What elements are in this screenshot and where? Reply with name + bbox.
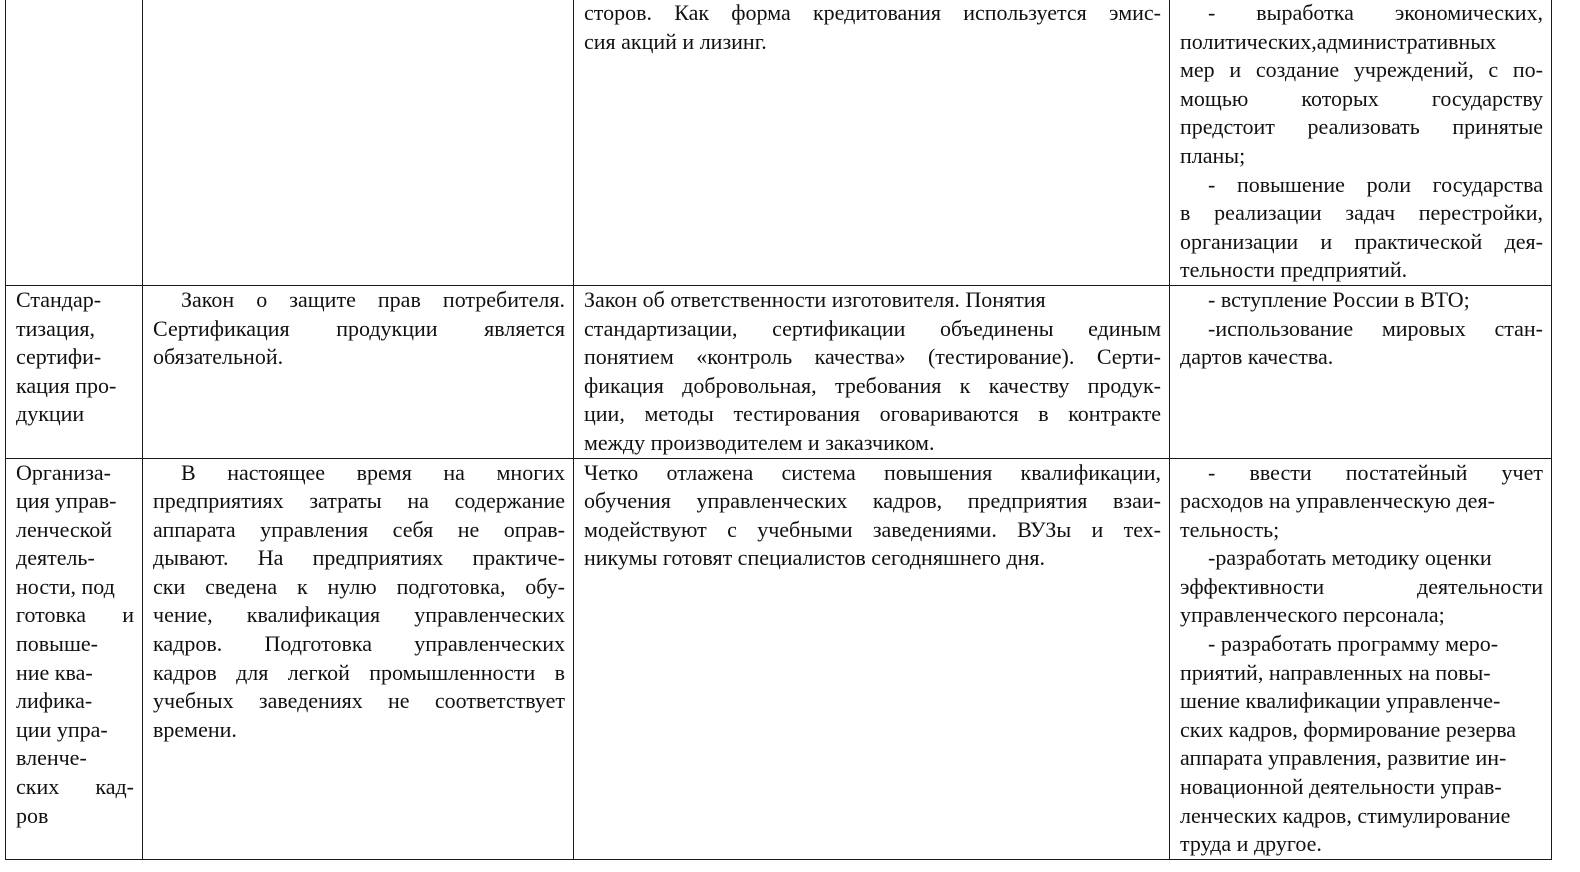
- text-line: Стандар-: [16, 286, 102, 312]
- text-line: предстоит реализовать принятые: [1180, 114, 1543, 140]
- table-row-continuation: [6, 0, 1552, 285]
- text-line: - вступление России в ВТО;: [1208, 286, 1470, 312]
- text-line: расходов на управленческую дея-: [1180, 488, 1495, 514]
- text-line: стандартизации, сертификации объединены единым: [584, 315, 1161, 341]
- text-line: ции, методы тестирования оговариваются в контракте: [584, 401, 1161, 427]
- text-line: лифика-: [16, 688, 93, 714]
- text-line: дывают. На предприятиях практиче-: [153, 545, 565, 571]
- text-line: тизация,: [16, 315, 96, 341]
- text-line: В настоящее время на многих: [181, 459, 565, 485]
- text-line: ски сведена к нулю подготовка, обу-: [153, 573, 565, 599]
- cell-aspect: [6, 458, 143, 859]
- text-line: ции упра-: [16, 716, 108, 742]
- text-line: ских кад-: [16, 774, 134, 800]
- text-line: Организа-: [16, 459, 112, 485]
- text-line: аппарата управления, развитие ин-: [1180, 745, 1507, 771]
- text-line: ленческих кадров, стимулирование: [1180, 802, 1511, 828]
- text-line: никумы готовят специалистов сегодняшнего дня.: [584, 545, 1045, 571]
- text-line: управленческого персонала;: [1180, 602, 1445, 628]
- text-line: Четко отлажена система повышения квалификации,: [584, 459, 1161, 485]
- text-line: ние ква-: [16, 659, 93, 685]
- text-line: шение квалификации управленче-: [1180, 688, 1501, 714]
- text-line: -использование мировых стан-: [1208, 315, 1543, 341]
- text-line: готовка и: [16, 602, 134, 628]
- text-line: - разработать программу меро-: [1208, 631, 1499, 657]
- text-line: ленческой: [16, 516, 113, 542]
- text-line: в реализации задач перестройки,: [1180, 200, 1543, 226]
- text-line: Закон о защите прав потребителя.: [181, 286, 565, 312]
- text-line: дартов качества.: [1180, 344, 1334, 370]
- comparison-table: [5, 0, 1552, 860]
- cell-russia: [143, 285, 574, 458]
- text-line: дукции: [16, 401, 85, 427]
- text-line: политических,административных: [1180, 28, 1497, 54]
- cell-measures: [1170, 285, 1552, 458]
- text-line: мощью которых государству: [1180, 85, 1543, 111]
- text-line: приятий, направленных на повы-: [1180, 659, 1491, 685]
- text-line: деятель-: [16, 545, 95, 571]
- text-line: учебных заведениях не соответствует: [153, 688, 565, 714]
- text-line: ности, под: [16, 573, 115, 599]
- cell-measures: [1170, 458, 1552, 859]
- cell-foreign: [574, 0, 1170, 285]
- text-line: новационной деятельности управ-: [1180, 774, 1502, 800]
- cell-russia: [143, 458, 574, 859]
- text-line: повыше-: [16, 631, 98, 657]
- text-line: сторов. Как форма кредитования используется эмис-: [584, 0, 1161, 25]
- text-line: -разработать методику оценки: [1208, 545, 1492, 571]
- text-line: фикация добровольная, требования к качеству продук-: [584, 372, 1161, 398]
- text-line: ских кадров, формирование резерва: [1180, 716, 1517, 742]
- text-line: кадров для легкой промышленности в: [153, 659, 565, 685]
- text-line: ров: [16, 802, 49, 828]
- text-line: организации и практической дея-: [1180, 228, 1543, 254]
- text-line: обязательной.: [153, 344, 284, 370]
- cell-foreign: [574, 458, 1170, 859]
- text-line: планы;: [1180, 142, 1246, 168]
- cell-russia: [143, 0, 574, 285]
- text-line: аппарата управления себя не оправ-: [153, 516, 565, 542]
- text-line: кадров. Подготовка управленческих: [153, 631, 565, 657]
- text-line: сия акций и лизинг.: [584, 28, 767, 54]
- text-line: кация про-: [16, 372, 117, 398]
- cell-measures: [1170, 0, 1552, 285]
- text-line: между производителем и заказчиком.: [584, 429, 935, 455]
- text-line: чение, квалификация управленческих: [153, 602, 565, 628]
- text-line: предприятиях затраты на содержание: [153, 488, 565, 514]
- text-line: - повышение роли государства: [1208, 171, 1543, 197]
- text-line: ция управ-: [16, 488, 117, 514]
- table-row-standardization: [6, 285, 1552, 458]
- cell-aspect: [6, 285, 143, 458]
- table-row-management: [6, 458, 1552, 859]
- text-line: обучения управленческих кадров, предприятия взаи-: [584, 488, 1161, 514]
- cell-foreign: [574, 285, 1170, 458]
- text-line: Сертификация продукции является: [153, 315, 565, 341]
- text-line: тельности предприятий.: [1180, 257, 1408, 283]
- text-line: времени.: [153, 716, 237, 742]
- cell-aspect: [6, 0, 143, 285]
- text-line: Закон об ответственности изготовителя. Понятия: [584, 286, 1046, 312]
- text-line: мер и создание учреждений, с по-: [1180, 57, 1543, 83]
- text-line: понятием «контроль качества» (тестирование). Серти-: [584, 344, 1161, 370]
- text-line: сертифи-: [16, 344, 102, 370]
- text-line: - выработка экономических,: [1208, 0, 1543, 25]
- text-line: вленче-: [16, 745, 87, 771]
- text-line: труда и другое.: [1180, 831, 1322, 857]
- text-line: - ввести постатейный учет: [1208, 459, 1543, 485]
- text-line: модействуют с учебными заведениями. ВУЗы и тех-: [584, 516, 1161, 542]
- text-line: эффективности деятельности: [1180, 573, 1543, 599]
- text-line: тельность;: [1180, 516, 1280, 542]
